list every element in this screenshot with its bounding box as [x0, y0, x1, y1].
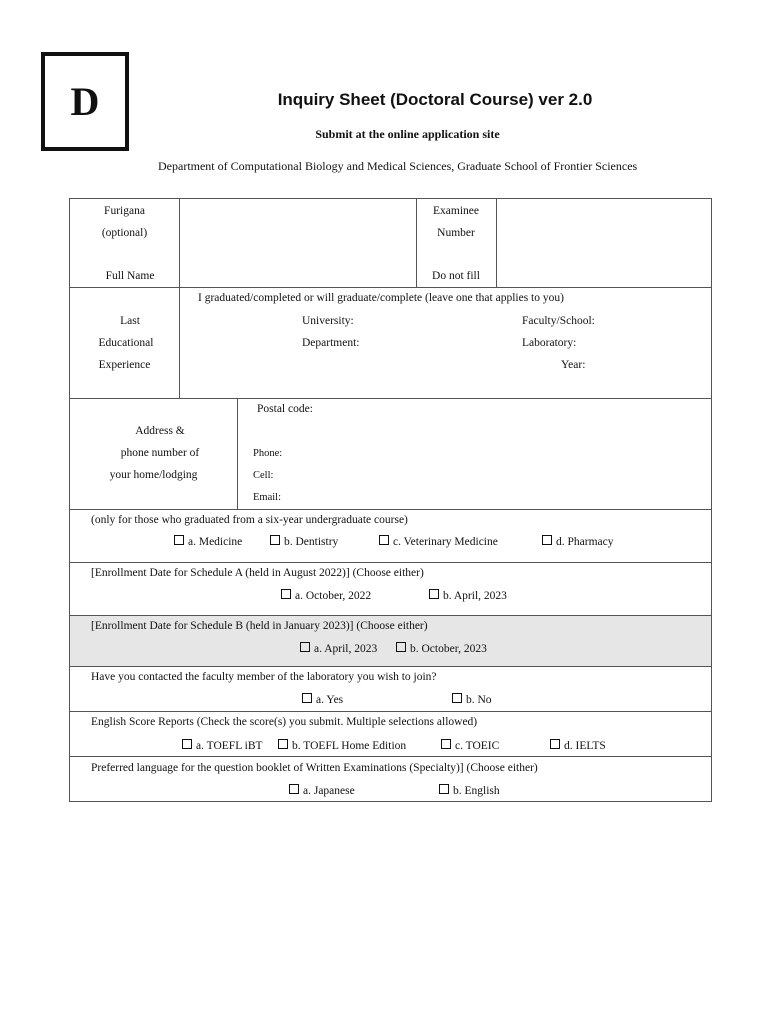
english-question: English Score Reports (Check the score(s) you submit. Multiple selections allowed) — [91, 716, 478, 728]
checkbox-icon[interactable] — [452, 693, 462, 703]
option-label: c. TOEIC — [455, 740, 500, 752]
faculty-field[interactable]: Faculty/School: — [522, 315, 595, 327]
divider — [70, 398, 711, 399]
option-medicine[interactable] — [174, 535, 242, 548]
divider — [70, 615, 711, 616]
optional-label: (optional) — [101, 227, 148, 239]
inquiry-form-table — [69, 198, 712, 802]
option-label: d. Pharmacy — [556, 536, 614, 548]
full-name-label: Full Name — [105, 270, 155, 282]
number-label: Number — [437, 227, 475, 239]
option-april-2023-b[interactable] — [300, 642, 377, 655]
examinee-number-box — [498, 201, 708, 285]
divider — [70, 509, 711, 510]
schedule-b-question: [Enrollment Date for Schedule B (held in January 2023)] (Choose either) — [91, 620, 428, 632]
postal-code-field[interactable]: Postal code: — [257, 403, 313, 415]
option-label: a. Yes — [316, 694, 344, 706]
option-no[interactable] — [452, 693, 492, 706]
education-instruction: I graduated/completed or will graduate/complete (leave one that applies to you) — [198, 292, 564, 304]
option-toefl-ibt[interactable] — [182, 739, 263, 752]
option-label: a. Medicine — [188, 536, 243, 548]
checkbox-icon[interactable] — [379, 535, 389, 545]
address-label-2: phone number of — [120, 447, 200, 459]
option-label: b. April, 2023 — [443, 590, 507, 602]
option-label: b. Dentistry — [284, 536, 339, 548]
checkbox-icon[interactable] — [302, 693, 312, 703]
option-label: c. Veterinary Medicine — [393, 536, 498, 548]
divider — [70, 756, 711, 757]
do-not-fill-label: Do not fill — [432, 270, 480, 282]
language-question: Preferred language for the question booklet of Written Examinations (Specialty)] (Choose either) — [91, 762, 538, 774]
option-dentistry[interactable] — [270, 535, 338, 548]
checkbox-icon[interactable] — [174, 535, 184, 545]
option-veterinary-medicine[interactable] — [379, 535, 498, 548]
option-japanese[interactable] — [289, 784, 355, 797]
education-label-2: Educational — [98, 337, 154, 349]
checkbox-icon[interactable] — [441, 739, 451, 749]
email-field[interactable]: Email: — [253, 492, 281, 503]
checkbox-icon[interactable] — [439, 784, 449, 794]
option-yes[interactable] — [302, 693, 343, 706]
address-label-3: your home/lodging — [109, 469, 198, 481]
divider — [70, 562, 711, 563]
page-title: Inquiry Sheet (Doctoral Course) ver 2.0 — [277, 90, 593, 109]
option-october-2022[interactable] — [281, 589, 371, 602]
divider — [70, 711, 711, 712]
university-field[interactable]: University: — [302, 315, 354, 327]
year-field[interactable]: Year: — [561, 359, 586, 371]
laboratory-field[interactable]: Laboratory: — [522, 337, 577, 349]
checkbox-icon[interactable] — [300, 642, 310, 652]
education-label-1: Last — [120, 315, 140, 327]
badge-letter: D — [70, 79, 100, 124]
option-label: a. April, 2023 — [314, 643, 378, 655]
checkbox-icon[interactable] — [289, 784, 299, 794]
divider — [70, 287, 711, 288]
option-label: b. October, 2023 — [410, 643, 487, 655]
checkbox-icon[interactable] — [542, 535, 552, 545]
examinee-label: Examinee — [433, 205, 479, 217]
department-field[interactable]: Department: — [302, 337, 360, 349]
option-toeic[interactable] — [441, 739, 499, 752]
option-toefl-home-edition[interactable] — [278, 739, 406, 752]
department-line: Department of Computational Biology and Medical Sciences, Graduate School of Frontier Sciences — [158, 159, 638, 173]
option-ielts[interactable] — [550, 739, 606, 752]
option-april-2023[interactable] — [429, 589, 507, 602]
name-input[interactable] — [181, 201, 415, 285]
furigana-label: Furigana — [104, 205, 145, 217]
divider — [70, 666, 711, 667]
checkbox-icon[interactable] — [278, 739, 288, 749]
schedule-a-question: [Enrollment Date for Schedule A (held in August 2022)] (Choose either) — [91, 567, 424, 579]
option-pharmacy[interactable] — [542, 535, 613, 548]
option-label: b. English — [453, 785, 500, 797]
option-october-2023[interactable] — [396, 642, 487, 655]
education-label-3: Experience — [98, 359, 151, 371]
checkbox-icon[interactable] — [270, 535, 280, 545]
option-label: a. Japanese — [303, 785, 355, 797]
divider — [496, 199, 497, 287]
option-label: a. October, 2022 — [295, 590, 372, 602]
phone-field[interactable]: Phone: — [253, 448, 283, 459]
checkbox-icon[interactable] — [182, 739, 192, 749]
option-english[interactable] — [439, 784, 500, 797]
divider — [179, 199, 180, 398]
option-label: b. No — [466, 694, 492, 706]
contact-question: Have you contacted the faculty member of the laboratory you wish to join? — [91, 671, 437, 683]
option-label: d. IELTS — [564, 740, 606, 752]
checkbox-icon[interactable] — [281, 589, 291, 599]
cell-field[interactable]: Cell: — [253, 470, 274, 481]
address-label-1: Address & — [135, 425, 185, 437]
checkbox-icon[interactable] — [396, 642, 406, 652]
option-label: a. TOEFL iBT — [196, 740, 263, 752]
checkbox-icon[interactable] — [429, 589, 439, 599]
six-year-question: (only for those who graduated from a six-year undergraduate course) — [91, 514, 408, 526]
checkbox-icon[interactable] — [550, 739, 560, 749]
page-subtitle: Submit at the online application site — [315, 127, 500, 141]
option-label: b. TOEFL Home Edition — [292, 740, 407, 752]
